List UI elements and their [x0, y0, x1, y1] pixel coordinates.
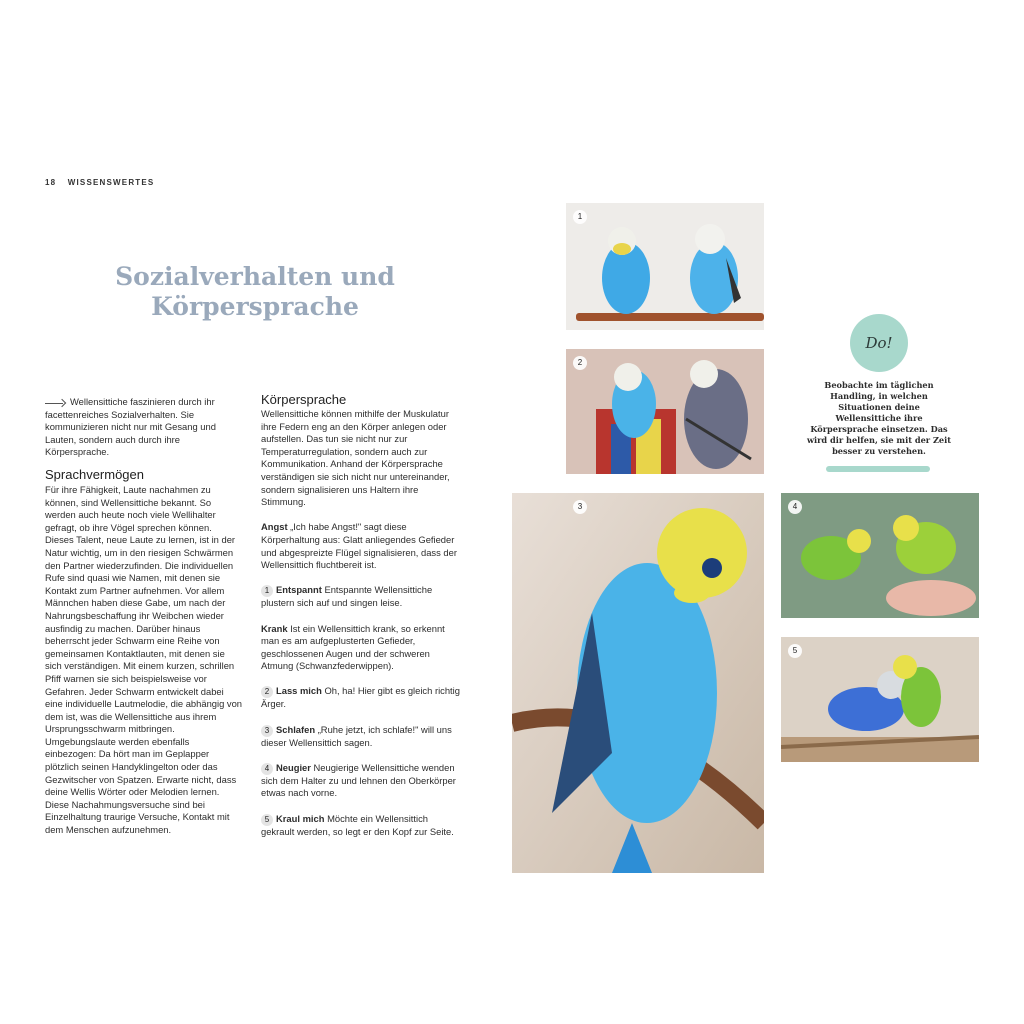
item-term: Entspannt: [276, 584, 322, 596]
section-label: WISSENSWERTES: [67, 178, 155, 187]
koerpersprache-item: [261, 521, 461, 571]
page-number: 18: [45, 178, 57, 187]
item-number-badge: 5: [261, 814, 273, 826]
intro-text: Wellensittiche faszinieren durch ihr facettenreiches Sozialverhalten. Sie kommunizieren nicht nur mit Gesang und Lauten, sondern auch durch ihre Körpersprache.: [45, 396, 216, 458]
koerpersprache-item: [261, 762, 461, 800]
item-description: Oh, ha! Hier gibt es gleich richtig Ärger.: [261, 685, 460, 710]
photo-3-image: [512, 493, 764, 873]
photo-4: [781, 493, 979, 618]
photo-1-image: [566, 203, 764, 330]
item-number-badge: 4: [261, 763, 273, 775]
koerpersprache-heading: Körpersprache: [261, 392, 347, 407]
item-description: „Ruhe jetzt, ich schlafe!" will uns dieser Wellensittich sagen.: [261, 723, 452, 748]
title-line-1: Sozialverhalten und: [115, 262, 395, 291]
item-number-badge: 1: [261, 585, 273, 597]
koerpersprache-column: [261, 408, 461, 851]
item-description: Möchte ein Wellensittich gekrault werden, so legt er den Kopf zur Seite.: [261, 812, 454, 837]
sprachvermoegen-text: Für ihre Fähigkeit, Laute nachahmen zu können, sind Wellensittiche bekannt. So werden auch heute noch viele Wellihalter gefragt, ob ihre Vögel sprechen können. Dieses Talent, neue Laute zu lernen, ist in der Natur wichtig, um in den riesigen Schwärmen den Partner wiederzufinden. Die individuellen Rufe sind quasi wie Namen, mit denen sie Kontakt zum Partner aufnehmen. Vor allem Männchen haben diese Gabe, um nach der Nahrungsbeschaffung ihr Weibchen wieder ausfindig zu machen. Darüber hinaus beherrscht jeder Schwarm eine Reihe von gemeinsamen Kontaktlauten, mit denen sie sich verständigen. Mit einem kurzen, schrillen Pfiff warnen sie sich beispielsweise vor Gefahren. Jeder Schwarm entwickelt dabei eine individuelle Lautmelodie, die abhängig von dem ist, was die Wellensittiche aus ihrem Ursprungsschwarm mitbringen. Umgebungslaute werden ebenfalls einbezogen: Da hört man im Geplapper plötzlich seinen Handyklingelton oder das Gezwitscher von Spatzen. Erwarte nicht, dass deine Wellis Wörter oder Melodien lernen. Diese Nachahmungsversuche sind bei Einzelhaltung traurige Versuche, Kontakt mit dem Menschen aufzunehmen.: [45, 484, 243, 836]
arrow-right-icon: [45, 399, 67, 407]
item-description: Entspannte Wellensittiche plustern sich auf und singen leise.: [261, 584, 433, 609]
photo-number: 1: [573, 210, 587, 224]
photo-number: 2: [573, 356, 587, 370]
photo-2: [566, 349, 764, 474]
photo-3: [512, 493, 764, 873]
photo-5: [781, 637, 979, 762]
koerpersprache-list: [261, 521, 461, 838]
item-term: Lass mich: [276, 685, 322, 697]
koerpersprache-item: [261, 685, 461, 711]
koerpersprache-item: [261, 724, 461, 750]
koerpersprache-item: [261, 584, 461, 610]
item-term: Krank: [261, 622, 288, 634]
photo-number: 4: [788, 500, 802, 514]
page-title: [70, 262, 440, 322]
item-term: Neugier: [276, 761, 311, 773]
sprachvermoegen-heading: Sprachvermögen: [45, 467, 144, 482]
item-number-badge: 3: [261, 725, 273, 737]
running-header: [45, 178, 154, 187]
do-underline: [826, 466, 930, 472]
item-term: Kraul mich: [276, 812, 325, 824]
do-label: Do!: [865, 334, 893, 352]
item-description: Neugierige Wellensittiche wenden sich dem Halter zu und lehnen den Oberkörper etwas nach vorne.: [261, 761, 456, 799]
do-tip-text: Beobachte im täglichen Handling, in welchen Situationen deine Wellensittiche ihre Körpersprache einsetzen. Das wird dir helfen, sie mit der Zeit besser zu verstehen.: [806, 380, 952, 456]
intro-paragraph: [45, 396, 243, 459]
photo-5-image: [781, 637, 979, 762]
item-description: „Ich habe Angst!" sagt diese Körperhaltung aus: Glatt anliegendes Gefieder und abgespreizte Flügel signalisieren, dass der Wellensittich fluchtbereit ist.: [261, 521, 457, 571]
photo-4-image: [781, 493, 979, 618]
item-description: Ist ein Wellensittich krank, so erkennt man es am aufgeplusterten Gefieder, geschlossenen Augen und der schweren Atmung (Schwanzfederwippen).: [261, 622, 445, 672]
item-number-badge: 2: [261, 686, 273, 698]
item-term: Angst: [261, 521, 288, 533]
koerpersprache-item: [261, 623, 461, 673]
photo-2-image: [566, 349, 764, 474]
title-line-2: Körpersprache: [151, 292, 359, 321]
photo-1: [566, 203, 764, 330]
photo-number: 3: [573, 500, 587, 514]
item-term: Schlafen: [276, 723, 316, 735]
koerpersprache-item: [261, 813, 461, 839]
koerpersprache-intro: Wellensittiche können mithilfe der Muskulatur ihre Federn eng an den Körper anlegen oder aufstellen. Das tun sie nicht nur zur Temperaturregulation, sondern auch zur Kommunikation. Anhand der Körpersprache verständigen sie sich nicht nur untereinander, sondern signalisieren uns Haltern ihre Stimmung.: [261, 408, 450, 508]
photo-number: 5: [788, 644, 802, 658]
do-badge: [850, 314, 908, 372]
